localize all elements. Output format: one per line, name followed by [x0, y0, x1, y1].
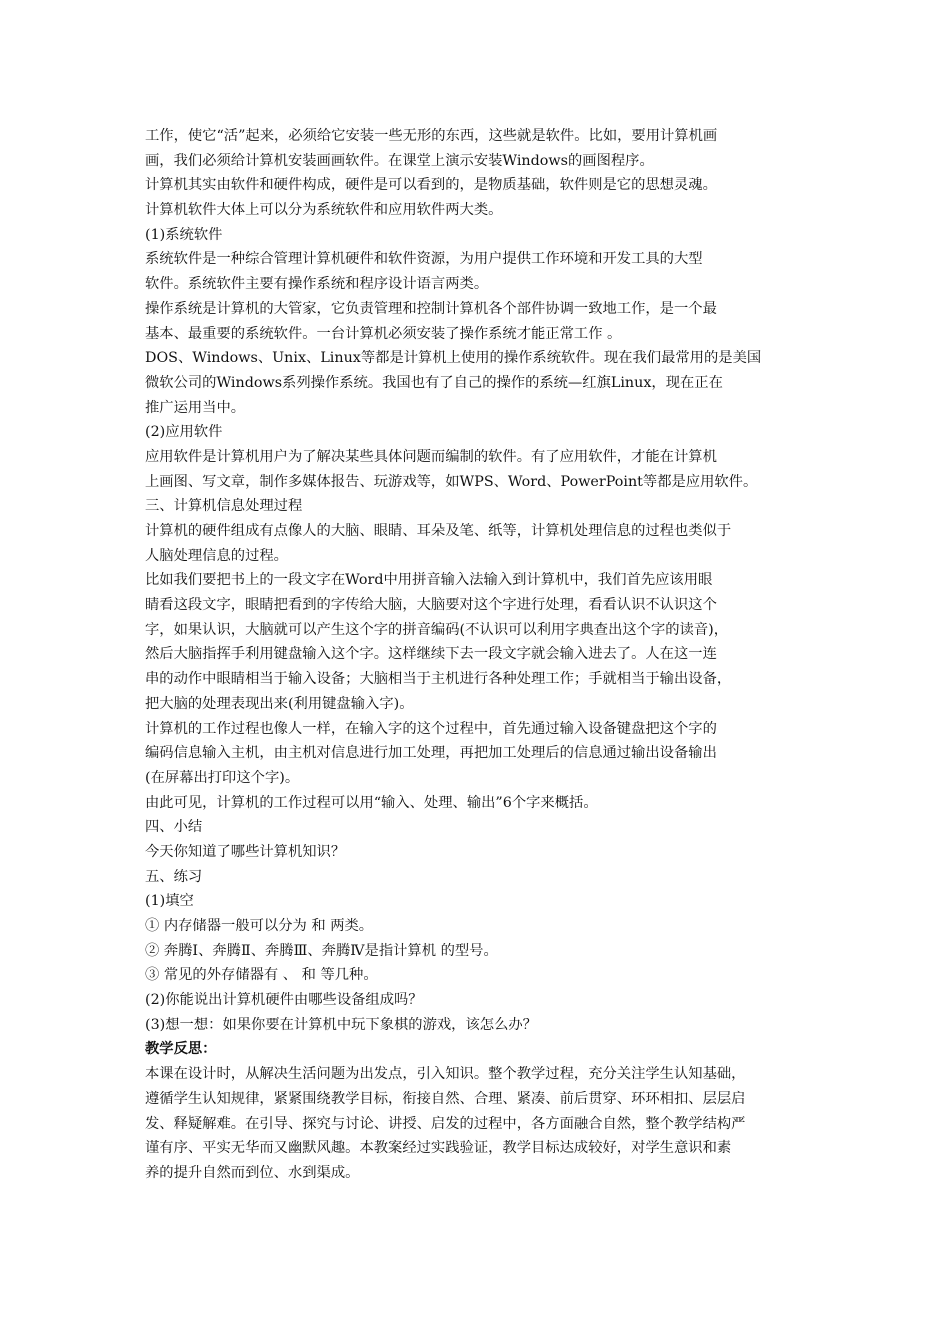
text-line: 谨有序、平实无华而又幽默风趣。本教案经过实践验证，教学目标达成较好，对学生意识和素 [145, 1140, 732, 1157]
text-line: 睛看这段文字，眼睛把看到的字传给大脑，大脑要对这个字进行处理，看看认识不认识这个 [145, 597, 717, 614]
text-line: 画，我们必须给计算机安装画画软件。在课堂上演示安装Windows的画图程序。 [145, 152, 654, 169]
text-line: 遵循学生认知规律，紧紧围绕教学目标，衔接自然、合理、紧凑、前后贯穿、环环相扣、层层启 [145, 1090, 746, 1107]
text-line: 发、释疑解难。在引导、探究与讨论、讲授、启发的过程中，各方面融合自然，整个教学结构严 [145, 1115, 746, 1132]
text-line: (2)你能说出计算机硬件由哪些设备组成吗？ [145, 992, 423, 1009]
text-line: 人脑处理信息的过程。 [145, 547, 288, 564]
text-line: (1)填空 [145, 893, 194, 910]
text-line: 工作，使它“活”起来，必须给它安装一些无形的东西，这些就是软件。比如，要用计算机画 [145, 128, 718, 144]
text-line: 然后大脑指挥手利用键盘输入这个字。这样继续下去一段文字就会输入进去了。人在这一连 [145, 646, 717, 663]
text-line: 由此可见，计算机的工作过程可以用“输入、处理、输出”6个字来概括。 [145, 794, 598, 811]
text-line: 基本、最重要的系统软件。一台计算机必须安装了操作系统才能正常工作 。 [145, 325, 622, 342]
text-line: 软件。系统软件主要有操作系统和程序设计语言两类。 [145, 276, 489, 293]
text-line: (在屏幕出打印这个字)。 [145, 769, 300, 786]
text-line: 计算机的工作过程也像人一样，在输入字的这个过程中，首先通过输入设备键盘把这个字的 [145, 720, 717, 737]
text-line: 三、计算机信息处理过程 [145, 498, 303, 515]
text-line: DOS、Windows、Unix、Linux等都是计算机上使用的操作系统软件。现在我们最常用的是美国 [145, 350, 762, 367]
text-line: (1)系统软件 [145, 226, 223, 243]
text-line: 养的提升自然而到位、水到渠成。 [145, 1164, 360, 1181]
text-line: 串的动作中眼睛相当于输入设备；大脑相当于主机进行各种处理工作；手就相当于输出设备， [145, 671, 732, 688]
text-line: 今天你知道了哪些计算机知识？ [145, 843, 346, 860]
text-line: ② 奔腾Ⅰ、奔腾Ⅱ、奔腾Ⅲ、奔腾Ⅳ是指计算机 的型号。 [145, 942, 498, 959]
text-line: ③ 常见的外存储器有 、 和 等几种。 [145, 967, 378, 984]
text-line: 计算机软件大体上可以分为系统软件和应用软件两大类。 [145, 202, 503, 219]
text-line: 推广运用当中。 [145, 399, 246, 416]
text-line: 计算机的硬件组成有点像人的大脑、眼睛、耳朵及笔、纸等，计算机处理信息的过程也类似于 [145, 523, 732, 539]
section-heading: 教学反思： [145, 1041, 217, 1058]
text-line: (2)应用软件 [145, 424, 223, 441]
text-line: 五、练习 [145, 868, 203, 885]
text-line: 计算机其实由软件和硬件构成，硬件是可以看到的，是物质基础，软件则是它的思想灵魂。 [145, 177, 717, 194]
text-line: 本课在设计时，从解决生活问题为出发点，引入知识。整个教学过程，充分关注学生认知基础， [145, 1066, 746, 1083]
text-line: 把大脑的处理表现出来(利用键盘输入字)。 [145, 695, 414, 712]
text-line: 比如我们要把书上的一段文字在Word中用拼音输入法输入到计算机中，我们首先应该用眼 [145, 572, 713, 589]
text-line: 编码信息输入主机，由主机对信息进行加工处理，再把加工处理后的信息通过输出设备输出 [145, 745, 717, 762]
text-line: ① 内存储器一般可以分为 和 两类。 [145, 918, 374, 934]
text-line: 系统软件是一种综合管理计算机硬件和软件资源，为用户提供工作环境和开发工具的大型 [145, 251, 703, 268]
text-line: 微软公司的Windows系列操作系统。我国也有了自己的操作的系统—红旗Linux，现在正在 [145, 374, 723, 391]
text-line: 应用软件是计算机用户为了解决某些具体问题而编制的软件。有了应用软件，才能在计算机 [145, 448, 717, 465]
text-line: 上画图、写文章，制作多媒体报告、玩游戏等，如WPS、Word、PowerPoint等都是应用软件。 [145, 473, 758, 490]
text-line: (3)想一想：如果你要在计算机中玩下象棋的游戏，该怎么办？ [145, 1016, 537, 1033]
text-line: 四、小结 [145, 819, 203, 836]
text-line: 操作系统是计算机的大管家，它负责管理和控制计算机各个部件协调一致地工作，是一个最 [145, 300, 717, 317]
text-line: 字，如果认识，大脑就可以产生这个字的拼音编码(不认识可以利用字典查出这个字的读音)， [145, 621, 729, 638]
document-body [145, 124, 817, 1186]
